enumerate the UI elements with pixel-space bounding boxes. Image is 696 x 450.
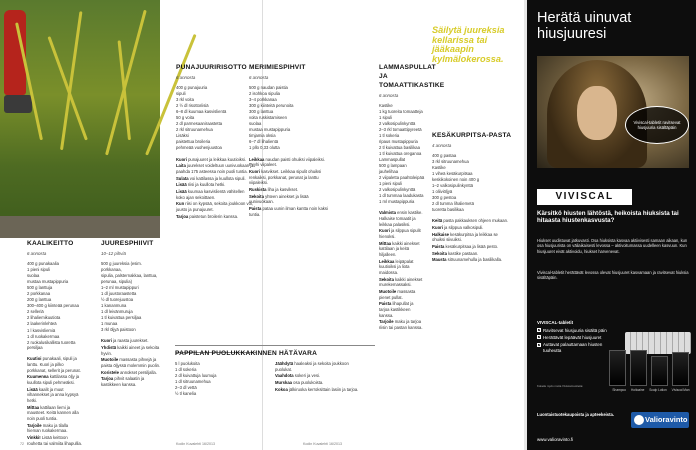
brand-logo: VIVISCAL <box>537 189 632 205</box>
ingredient: 1 dl juustoraastetta <box>101 290 137 296</box>
ingredient: sipulia, palsternakkaa, lanttua, <box>101 272 158 278</box>
method-step: Mittaa kattilaan liemi ja mausteet. Keitä kannen alla noin puoli tuntia. <box>27 404 79 422</box>
ingredient: 1 kg tuoreita tomaatteja <box>379 108 423 114</box>
method-step: Muotoile massasta pihvejä ja paista öljyssä molemmin puolin. <box>101 357 161 368</box>
method <box>275 361 365 397</box>
ingredient: 6–7 dl lihalientä <box>249 139 279 145</box>
ingredient: 1 tl kuivattua oreganoa <box>379 151 422 157</box>
viviscal-advertisement <box>527 0 696 450</box>
ingredient: mustaa mustapippuria <box>249 127 291 133</box>
product-lineup <box>609 338 691 386</box>
benefit-list <box>537 320 607 355</box>
method-step: Kuori ja raasta juurekset. <box>101 338 149 344</box>
ingredient: 500 g juureksia (esim. porkkanaa, <box>101 260 142 272</box>
ingredient: 2 isohkoa sipulia <box>249 90 280 96</box>
ingredient: pehmeää vuohenjuustoa <box>176 145 222 151</box>
method-step: Vaahdota sokeri ja vesi. <box>275 373 321 379</box>
method-step: Vinkki! Lisää keittoon rouhetta tai valmiita lihapullia. <box>27 435 82 446</box>
ingredient: 1 dl sokeria <box>175 366 197 372</box>
method-step: Sekoita yhteen ainekset ja lisää uunivuokaan. <box>249 193 309 205</box>
kesakurpitsapasta-recipe <box>432 132 512 264</box>
recipe-title: KAALIKEITTO <box>27 240 74 247</box>
ingredient: 300–400 g kiinteää perunaa <box>27 303 79 309</box>
ingredient: 5 l puolukoita <box>175 360 200 366</box>
method-step: Lisää riisi ja kuullota hetki. <box>176 182 226 188</box>
method-step: Mittaa kaikki ainekset kattilaan ja keitä hiljalleen. <box>379 240 420 257</box>
ingredient: 50 g voita <box>176 115 195 121</box>
ingredient: 500 g lanttuja <box>27 285 53 291</box>
method-step: Leikkaa naudan paisti ohuiksi viipaleiksi. Pyyhi viipaleet. <box>249 156 325 168</box>
recipe-title: PUNAJUURIRISOTTO <box>176 64 247 71</box>
ingredient: Lisäksi <box>176 133 189 139</box>
method-step: Kuori kasvikset. Leikkaa sipulit ohuiksi renkaiksi, porkkanat, perunat ja lanttu viipaleiksi. <box>249 168 322 186</box>
ad-subheadline: Kärsitkö hiusten lähtöstä, heikoista hiuksista tai hitaasta hiustenkasvusta? <box>537 210 679 225</box>
method-step: Tarjoa pihvit salaatin ja kastikkeen kanssa. <box>101 376 145 387</box>
method-step: Yhdistä kaikki aineet ja sekoita hyvin. <box>101 344 160 356</box>
product-label: Shampoo <box>612 388 627 392</box>
recipe-title: JUURESPHIIVIT <box>101 240 154 247</box>
recipe-servings: 6 annosta <box>27 250 47 256</box>
method-step: Lisää kuumaa kasvislientä vähitellen koko ajan sekoittaen. <box>176 188 245 200</box>
leaf <box>47 36 87 140</box>
ingredient: 400 g pastaa <box>432 152 457 158</box>
ingredient: 1 pllo 0,33 olutta <box>249 145 280 151</box>
product-conditioner <box>630 350 647 386</box>
method-step: Tarjoile maku ja tilalla hieman ruokakermaa. <box>27 422 69 434</box>
recipe-title: KESÄKURPITSA-PASTA <box>432 132 512 139</box>
ingredient: 500 g lampaan jauhelihaa <box>379 163 407 174</box>
product-label: Viviscal Man <box>671 388 690 392</box>
method-step: Kokoa jälkiruoka kerroksittain lasiin ja tarjoa. <box>275 386 359 392</box>
product-shampoo <box>609 350 626 386</box>
recipe-servings: 10–12 pihviä <box>101 250 126 256</box>
ingredient: ripaus mustapippuria <box>379 138 418 144</box>
retail-info: Luontaistuotekaupoista ja apteekeista. <box>537 412 615 417</box>
ingredient: 1 pieni sipuli <box>27 266 51 272</box>
ingredient: 1 munaa <box>101 321 118 327</box>
ingredient: perunaa, sipulia) <box>101 278 132 284</box>
ingredient: 3 rkl sitruunamehua <box>432 158 469 164</box>
ingredient: Lammaspullat <box>379 157 406 163</box>
method-step: Keitä pasta pakkauksen ohjeen mukaan. <box>432 218 509 224</box>
ingredient: 2–3 rkl tomaattipyreetä <box>379 126 422 132</box>
ad-body-text: Hiukset uudistuvat jatkuvasti. Osa hiuksista kasvaa aktiivisesti samaan aikaan, kun osa hiusjuurista on väliaikaisesti levossa – aktivoitumassa uudelleen kasvuun. Kun hiusjuuret eivät aktivoidu, hiukset harvenevat. <box>537 238 688 254</box>
ingredient: 2 selleriä <box>27 309 44 315</box>
ingredient: 1 tl sokeria <box>379 132 400 138</box>
ingredient: 1 viheä kesäkurpitsaa <box>432 171 473 177</box>
ingredient: suolaa <box>27 272 40 278</box>
ingredient: 3 rkl voita <box>176 96 194 102</box>
recipe-servings: 6 annosta <box>249 74 269 80</box>
method-step: Halkaise kesäkurpitsa ja leikkaa se ohuiksi siivuiksi. <box>432 231 498 243</box>
ingredient: 2 porkkanaa <box>27 291 51 297</box>
method <box>27 356 83 446</box>
kaalikeitto-recipe <box>27 240 83 447</box>
ingredient: 2 ½ dl risottoriisiä <box>176 103 209 109</box>
ingredient-list <box>175 361 265 397</box>
method-step: Tarjoile maku ja tarjoa riisin tai pastan kanssa. <box>379 319 423 331</box>
benefit-item: ✓ Herättävät lepäävät hiusjuuret <box>538 334 602 340</box>
page-number: 72 <box>20 442 24 446</box>
product-scalp-lotion <box>651 356 668 386</box>
recipe-title: PAPPILAN PUOLUKKAKINNEN HÄTÄVARA <box>175 350 318 357</box>
ingredient: 2 valkosipulinkynttä <box>379 187 416 193</box>
recipe-servings: 4 annosta <box>432 142 452 148</box>
method-step: Valmista ensin kastike. Halkaise tomaatit ja leikkaa palasiksi. <box>379 210 423 227</box>
ingredient: 1 dl tummaa laadukasta <box>379 193 424 199</box>
method-step: Kun riisi on kypsää, sekoita joukkoon voi, juusto ja punajuuret. <box>176 201 254 212</box>
boot-sole <box>4 95 32 113</box>
ingredient: 2 lihaliemikuutiota <box>27 315 61 321</box>
method-step: Paista pataa uunin ilman kantta noin kaksi tuntia. <box>249 205 328 217</box>
method-step: Lisää kaalit ja muut vihannekset ja anna kypsyä hetki. <box>27 386 79 404</box>
ingredient: 2 laakerinlehteä <box>27 321 57 327</box>
recipe-title: LAMMASPULLAT JA TOMAATTIKASTIKE <box>379 64 445 89</box>
ingredient: 200 g lanttua <box>27 297 52 303</box>
method-step: Sulata voi kattilassa ja kuullota sipuli. <box>176 175 246 181</box>
product-labels <box>610 388 692 392</box>
try-other-products: Kokeile myös muita Viviscal-tuotteita: <box>537 384 584 388</box>
recipe-servings: 6 annosta <box>379 92 399 98</box>
method-step: Paista lihapullat ja tarjoa kastikkeen kanssa. <box>379 301 414 318</box>
ingredient-list <box>432 153 512 213</box>
method-step: Paista kesäkurpitsaa ja lisää pesto. <box>432 244 499 250</box>
method-step: Kuumenna kattilassa öljy ja kuullota sipuli pehmeäksi. <box>27 374 80 386</box>
page-footer: Kodin Kuvalehti 16/2013 <box>176 442 215 446</box>
ingredient: 2 tl kuivattua basilikaa <box>379 145 420 151</box>
checkbox-icon: ✓ <box>538 342 541 347</box>
ingredient: 3–4 porkkanaa <box>249 96 277 102</box>
punajuuririsotto-recipe <box>176 64 254 220</box>
ingredient: timjamia oksia <box>249 133 276 139</box>
ingredient-list <box>101 261 163 333</box>
ingredient: 1 ml mustapippuria <box>379 199 415 205</box>
ingredient: 1–2 ml mustapippuri <box>101 284 139 290</box>
ingredient: 300 g kiinteitä perunoita <box>249 103 294 109</box>
website-link[interactable]: www.valioravinto.fi <box>537 437 574 442</box>
ingredient: 1 dl ruokakermaa <box>27 333 60 339</box>
ingredient: 1 pieni sipuli <box>379 181 403 187</box>
method-step: Sekoita kastike pastaan. <box>432 250 479 256</box>
ingredient: 2 rkl sitruunamehua <box>176 127 213 133</box>
ingredient: sipuli <box>176 90 186 96</box>
ingredient: 1 dl leivänmuruja <box>101 308 133 314</box>
method-step: Kuori punajuuret ja leikkaa kuutioiksi. <box>176 156 247 162</box>
ingredient: 2 dl kuivattuja luumuja <box>175 373 217 379</box>
method-step: Ruskista liha ja kasvikset. <box>249 186 299 192</box>
ingredient: 1–2 valkosipulinkynttä <box>432 183 473 189</box>
method-step: Kuutioi punakaali, sipuli ja lanttu. Kuori ja pilko porkkanat, sellerit ja perunat. <box>27 356 81 373</box>
ingredient: 3 rkl öljyä paistoon <box>101 327 136 333</box>
product-label: Hoitoaine <box>630 388 645 392</box>
ingredient: tuoretta basilikaa <box>432 207 464 213</box>
ingredient: 400 g punakaalia <box>27 260 59 266</box>
ingredient: 2 dl tumma lihaliemetä <box>432 201 474 207</box>
ad-body-text-2: Viviscal-tabletit herättävät levossa olevat hiusjuuret kasvamaan ja ravitsevat hiuksia sisältäpäin. <box>537 270 689 281</box>
ingredient: suolaa <box>249 121 262 127</box>
ingredient: ½ tl kanelia <box>175 391 197 397</box>
ad-headline: Herätä uinuvat hiusjuuresi <box>537 10 632 43</box>
ingredient: ½ dl tuorejuustoa <box>101 296 134 302</box>
leaf <box>118 40 131 140</box>
method-step: Murskaa osa puolukoista. <box>275 379 324 385</box>
benefit-item: ✓ Ravitsevat hiusjuuria sisältä päin <box>538 327 607 333</box>
merimiespihvit-recipe <box>249 64 329 218</box>
ingredient: 300 g pestoa <box>432 195 457 201</box>
method-step: Laita juurekset voideltuun uunivuokaan ja paahda 175 asteessa noin puoli tuntia. <box>176 163 254 174</box>
ingredient: Kastike <box>432 164 446 170</box>
method-step: Kuori ja silppua valkosipuli. <box>432 225 484 231</box>
ingredient: 6–8 dl kuumaa kasvislientä <box>176 109 227 115</box>
ingredient-list <box>27 261 83 351</box>
pull-quote: Säilytä juureksia kellarissa tai jääkaapin kylmälokerossa. <box>432 25 505 64</box>
method-step: Mausta sitruunamehulla ja basilikalla. <box>432 257 503 263</box>
ingredient: 1 dl sitruunamehua <box>175 379 211 385</box>
ingredient: 2–3 dl vettä <box>175 385 197 391</box>
vegetable-garden-photo <box>0 0 160 238</box>
method-step: Kuori ja silppua sipulit hienoksi. <box>379 228 421 239</box>
ingredient: keskikokoinen noin 400 g <box>432 177 480 183</box>
woman-portrait-image <box>537 56 689 168</box>
checkbox-icon: ✓ <box>538 328 541 333</box>
method <box>432 218 512 263</box>
hatavara-recipe <box>175 350 375 397</box>
ingredient: 2 dl parmesaaniraastetta <box>176 121 223 127</box>
ingredient: 500 g naudan paistia <box>249 84 288 90</box>
ingredient: 1 l kasvisliemiä <box>27 327 56 333</box>
method-step: Sekoita kaikki ainekset murekemassaksi. <box>379 276 423 288</box>
juuresphiivit-recipe <box>101 240 163 389</box>
ingredient: 1 sipuli <box>379 114 393 120</box>
ingredient: 300 g lanttua <box>249 109 274 115</box>
ingredient: voita ruskistamiseen <box>249 115 287 121</box>
ingredient: 1 tl kuivattua persiljaa <box>101 315 142 320</box>
ingredient: 1 kananmuna <box>101 302 127 308</box>
method-step: Muotoile massasta pienet pullat. <box>379 289 416 300</box>
ingredient: 400 g punajuuria <box>176 84 208 90</box>
page-footer: Kodin Kuvalehti 16/2013 <box>303 442 342 446</box>
ingredient-list <box>249 85 329 151</box>
ingredient: Kastike <box>379 102 393 108</box>
method-step: Koristele annokset persiljalla. <box>101 369 157 375</box>
method <box>379 210 425 330</box>
ingredient: 2 valkosipulinkynttä <box>379 120 416 126</box>
method <box>101 338 163 387</box>
benefit-list-title: VIVISCAL-tabletit <box>537 320 574 325</box>
method-step: Jäähdytä haaleaksi ja sekoita joukkoon puolukat. <box>275 360 349 372</box>
checkbox-icon: ✓ <box>538 335 541 340</box>
valioravinto-logo: Valioravinto <box>631 412 689 428</box>
speech-bubble: Viviscal-tabletit ravitsevat hiusjuuria sisältäpäin <box>625 106 689 144</box>
leaf <box>105 10 147 156</box>
method <box>176 157 254 220</box>
method-step: Leikkaa leipäpalat kuutioiksi ja liota maidossa. <box>379 258 414 275</box>
recipe-servings: 6 annosta <box>176 74 196 80</box>
ingredient-list <box>379 103 425 205</box>
ground <box>0 216 160 238</box>
product-label: Scalp Lotion <box>649 388 667 392</box>
method <box>249 157 329 218</box>
method-step: Tarjoa paistetun broilerin kanssa. <box>176 213 239 219</box>
recipe-title: MERIMIESPIHVIT <box>249 64 306 71</box>
ingredient-list <box>176 85 254 151</box>
ingredient: mustaa mustapippuria <box>27 279 69 285</box>
ingredient: 2 viipaletta paahtoleipää <box>379 174 425 180</box>
product-man <box>672 352 689 386</box>
ingredient: paistettua broileria <box>176 139 211 145</box>
divider <box>175 345 375 346</box>
ingredient: 1 oliiviöljyä <box>432 189 453 195</box>
benefit-item: ✓ Auttavat palauttamaan hiusten tuuheutta <box>538 342 603 353</box>
ingredient: 2 ruokalusikallista tuoretta persiljaa <box>27 339 76 351</box>
